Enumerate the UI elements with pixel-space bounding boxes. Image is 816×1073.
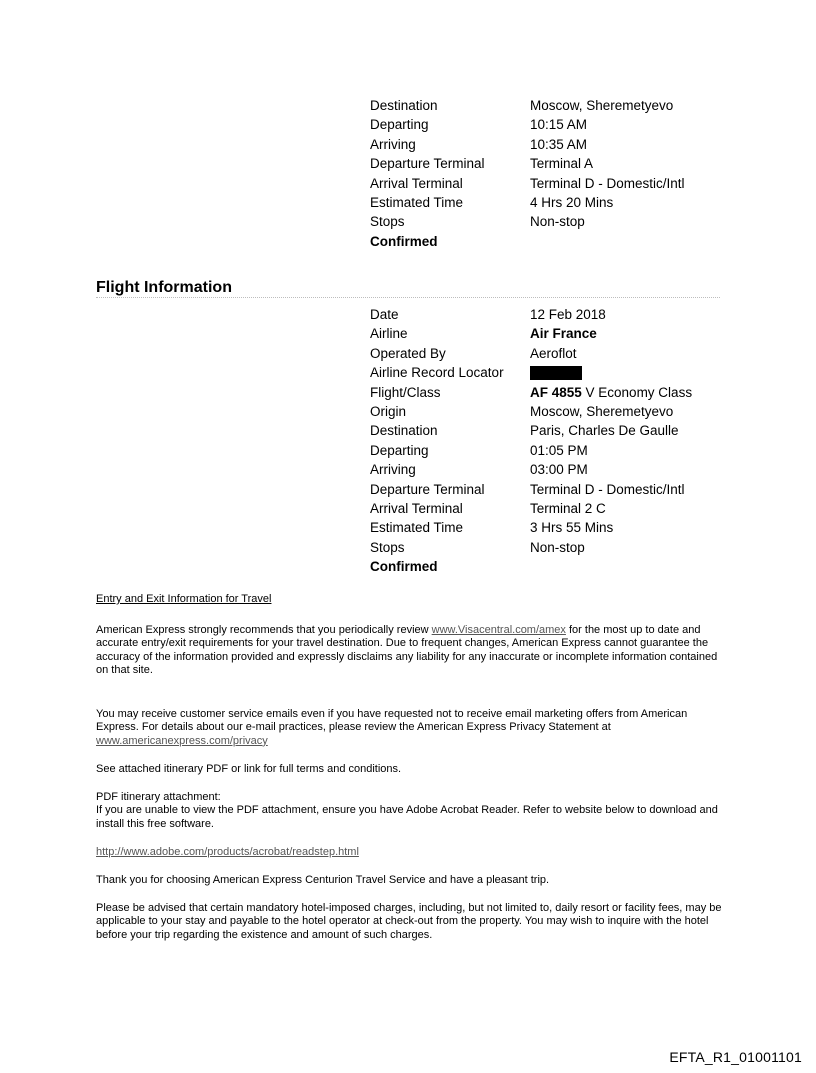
row-value: Terminal D - Domestic/Intl: [530, 175, 685, 191]
section-divider: [96, 297, 720, 298]
segment1-details: [370, 96, 730, 251]
row-value: Paris, Charles De Gaulle: [530, 423, 679, 439]
fare-class: V Economy Class: [581, 384, 693, 400]
row-value: Terminal 2 C: [530, 500, 606, 516]
flight-number: AF 4855: [530, 384, 582, 400]
row-label: Arriving: [370, 462, 416, 478]
row-value: 01:05 PM: [530, 442, 588, 458]
row-value: Non-stop: [530, 539, 585, 555]
row-value: [530, 383, 692, 402]
flight-row-date: [370, 305, 730, 324]
flight-row-record-locator: [370, 363, 730, 382]
flight-status-row: [370, 557, 730, 576]
flight-row-operated-by: [370, 344, 730, 363]
flight-row-origin: [370, 402, 730, 421]
segment1-row-destination: [370, 96, 730, 115]
row-value: Aeroflot: [530, 345, 577, 361]
row-label: Date: [370, 307, 399, 322]
booking-status: Confirmed: [370, 233, 438, 249]
row-value: Moscow, Sheremetyevo: [530, 403, 674, 419]
row-value: Non-stop: [530, 214, 585, 230]
document-id: EFTA_R1_01001101: [669, 1049, 802, 1065]
row-label: Estimated Time: [370, 194, 464, 210]
entry-exit-paragraph: [96, 624, 726, 678]
flight-row-estimated-time: [370, 518, 730, 537]
segment1-status-row: [370, 232, 730, 251]
entry-exit-title: Entry and Exit Information for Travel: [96, 593, 272, 605]
pdf-line-2: If you are unable to view the PDF attachment, ensure you have Adobe Acrobat Reader. Refer to website below to download and install this free software.: [96, 804, 718, 830]
entry-exit-text-start: American Express strongly recommends that you periodically review: [96, 624, 432, 636]
segment1-row-arriving: [370, 135, 730, 154]
segment1-row-departing: [370, 115, 730, 134]
row-label: Destination: [370, 98, 438, 113]
row-label: Departing: [370, 117, 429, 133]
privacy-text: You may receive customer service emails even if you have requested not to receive email marketing offers from American Express. For details about our e-mail practices, please review the American Express Privacy Statement at: [96, 708, 688, 734]
flight-row-airline: [370, 324, 730, 343]
segment1-row-estimated-time: [370, 193, 730, 212]
row-label: Estimated Time: [370, 520, 464, 536]
row-label: Operated By: [370, 345, 446, 361]
privacy-paragraph: [96, 708, 726, 748]
terms-text: See attached itinerary PDF or link for full terms and conditions.: [96, 763, 402, 775]
thanks-paragraph: [96, 874, 726, 887]
airline-name: Air France: [530, 326, 597, 342]
terms-paragraph: [96, 763, 726, 776]
adobe-link[interactable]: http://www.adobe.com/products/acrobat/readstep.html: [96, 846, 359, 858]
flight-row-arriving: [370, 460, 730, 479]
privacy-link[interactable]: www.americanexpress.com/privacy: [96, 734, 268, 747]
adobe-link-paragraph: [96, 846, 726, 859]
row-label: Arrival Terminal: [370, 500, 463, 516]
segment1-row-arrival-terminal: [370, 174, 730, 193]
row-label: Airline Record Locator: [370, 365, 504, 381]
redaction-box: [530, 366, 582, 380]
hotel-charges-paragraph: [96, 902, 726, 942]
booking-status: Confirmed: [370, 559, 438, 575]
flight-row-departure-terminal: [370, 480, 730, 499]
flight-details: [370, 305, 730, 576]
row-label: Airline: [370, 326, 408, 342]
hotel-charges-text: Please be advised that certain mandatory hotel-imposed charges, including, but not limited to, daily resort or facility fees, may be applicable to your stay and payable to the hotel operator at check-out from the property. You may wish to inquire with the hotel before your trip regarding the existence and amount of such charges.: [96, 902, 722, 941]
section-title-flight-information: Flight Information: [96, 279, 232, 296]
segment1-row-departure-terminal: [370, 154, 730, 173]
row-label: Arriving: [370, 136, 416, 152]
row-label: Stops: [370, 214, 405, 230]
row-value: 12 Feb 2018: [530, 307, 606, 322]
entry-exit-heading: [96, 593, 726, 606]
flight-row-destination: [370, 421, 730, 440]
row-label: Stops: [370, 539, 405, 555]
row-label: Flight/Class: [370, 384, 441, 400]
flight-row-arrival-terminal: [370, 499, 730, 518]
row-value: [530, 363, 582, 382]
flight-row-stops: [370, 538, 730, 557]
row-label: Destination: [370, 423, 438, 439]
row-value: 10:15 AM: [530, 117, 588, 133]
row-value: 4 Hrs 20 Mins: [530, 194, 614, 210]
row-value: Terminal A: [530, 156, 594, 172]
row-value: 3 Hrs 55 Mins: [530, 520, 614, 536]
row-label: Arrival Terminal: [370, 175, 463, 191]
flight-row-departing: [370, 441, 730, 460]
entry-exit-text-end: for the most up to date and accurate entry/exit requirements for your travel destination. Due to frequent changes, American Express cannot guarantee the accuracy of the information provided and expressly disclaims any liability for any inaccurate or incomplete information contained on that site.: [96, 624, 718, 677]
row-value: 03:00 PM: [530, 462, 588, 478]
row-value: 10:35 AM: [530, 136, 588, 152]
row-label: Departing: [370, 442, 429, 458]
pdf-paragraph: [96, 791, 726, 831]
segment1-row-stops: [370, 212, 730, 231]
row-value: Moscow, Sheremetyevo: [530, 98, 674, 113]
visacentral-link[interactable]: www.Visacentral.com/amex: [431, 624, 566, 636]
row-value: Terminal D - Domestic/Intl: [530, 481, 685, 497]
thanks-text: Thank you for choosing American Express Centurion Travel Service and have a pleasant trip.: [96, 874, 550, 886]
row-label: Origin: [370, 403, 407, 419]
row-label: Departure Terminal: [370, 156, 485, 172]
pdf-line-1: PDF itinerary attachment:: [96, 791, 221, 803]
flight-row-flight-class: [370, 383, 730, 402]
row-label: Departure Terminal: [370, 481, 485, 497]
